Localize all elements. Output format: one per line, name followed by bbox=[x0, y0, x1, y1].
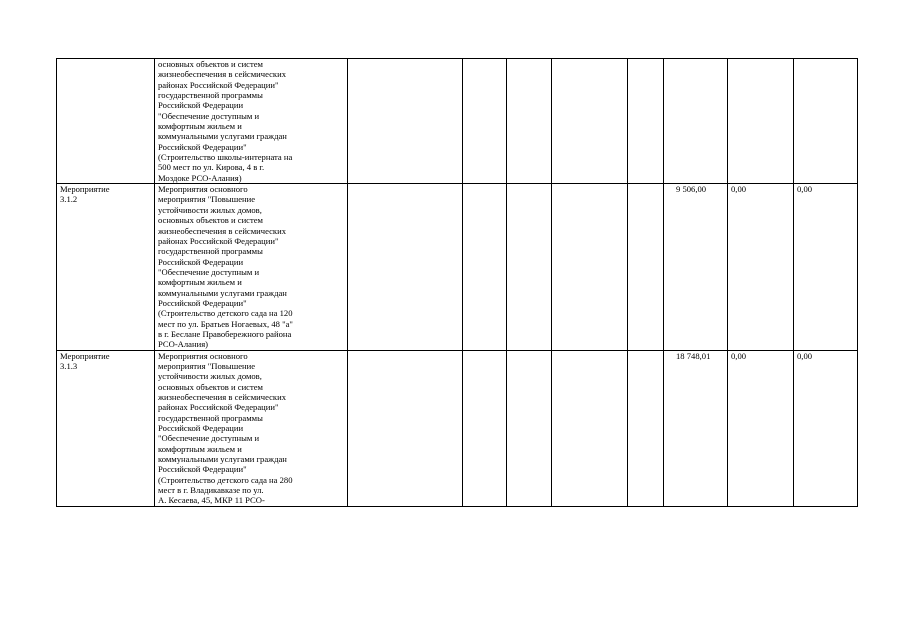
event-description-line: Российской Федерации bbox=[158, 423, 244, 434]
event-description-line: мероприятия "Повышение bbox=[158, 360, 256, 371]
event-description-line: (Строительство детского сада на 120 bbox=[158, 308, 293, 319]
event-description-line: в г. Беслане Правобережного района bbox=[158, 328, 292, 339]
event-description-line: Российской Федерации" bbox=[158, 297, 247, 308]
event-code-line: 3.1.2 bbox=[60, 194, 78, 205]
event-description-line: Моздоке РСО-Алания) bbox=[158, 172, 242, 183]
event-description-line: устойчивости жилых домов, bbox=[158, 371, 262, 382]
event-description-line: жизнеобеспечения в сейсмических bbox=[158, 69, 287, 80]
empty-cell bbox=[552, 59, 628, 184]
event-description-line: государственной программы bbox=[158, 90, 263, 101]
event-description-line: жизнеобеспечения в сейсмических bbox=[158, 392, 287, 402]
event-description-line: жизнеобеспечения в сейсмических bbox=[158, 225, 287, 236]
event-description-line: "Обеспечение доступным и bbox=[158, 433, 260, 444]
event-description-line: (Строительство детского сада на 280 bbox=[158, 474, 293, 485]
event-description-line: комфортным жильем и bbox=[158, 443, 242, 454]
event-description-line: Российской Федерации bbox=[158, 256, 244, 267]
value-cell: 0,00 bbox=[728, 184, 794, 351]
event-description-line: "Обеспечение доступным и bbox=[158, 266, 260, 277]
event-description-line: основных объектов и систем bbox=[158, 381, 264, 392]
event-description-line: устойчивости жилых домов, bbox=[158, 204, 262, 215]
event-description-line: Российской Федерации bbox=[158, 100, 244, 111]
amount-cell bbox=[664, 59, 728, 184]
event-description-line: Мероприятия основного bbox=[158, 184, 248, 195]
empty-cell bbox=[507, 59, 552, 184]
empty-cell bbox=[348, 350, 463, 506]
table-row bbox=[57, 59, 858, 184]
amount-cell: 9 506,00 bbox=[664, 184, 728, 351]
event-description-cell bbox=[155, 350, 348, 506]
value-cell bbox=[728, 59, 794, 184]
event-description-cell bbox=[155, 59, 348, 184]
event-description-line: Мероприятия основного bbox=[158, 350, 248, 361]
empty-cell bbox=[628, 350, 664, 506]
event-description-line: районах Российской Федерации" bbox=[158, 235, 279, 246]
event-description-line: мест по ул. Братьев Ногаевых, 48 "а" bbox=[158, 318, 293, 329]
budget-table bbox=[56, 58, 858, 507]
value-cell bbox=[794, 59, 858, 184]
table-row bbox=[57, 350, 858, 506]
event-description-line: 500 мест по ул. Кирова, 4 в г. bbox=[158, 162, 265, 173]
event-description-line: А. Кесаева, 45, МКР 11 РСО- bbox=[158, 495, 265, 506]
event-code-cell bbox=[57, 59, 155, 184]
event-description-line: мероприятия "Повышение bbox=[158, 194, 256, 205]
empty-cell bbox=[463, 184, 507, 351]
event-description-line: районах Российской Федерации" bbox=[158, 402, 279, 413]
empty-cell bbox=[628, 184, 664, 351]
event-description-line: основных объектов и систем bbox=[158, 215, 264, 226]
event-description-line: (Строительство школы-интерната на bbox=[158, 152, 293, 163]
event-code-line: Мероприятие bbox=[60, 350, 110, 361]
event-description-line: государственной программы bbox=[158, 412, 263, 423]
event-code-cell bbox=[57, 184, 155, 351]
empty-cell bbox=[628, 59, 664, 184]
event-code-line: Мероприятие bbox=[60, 184, 110, 195]
event-code-cell bbox=[57, 350, 155, 506]
empty-cell bbox=[507, 350, 552, 506]
event-description-line: мест в г. Владикавказе по ул. bbox=[158, 485, 264, 496]
value-cell: 0,00 bbox=[794, 350, 858, 506]
value-cell: 0,00 bbox=[728, 350, 794, 506]
event-description-line: районах Российской Федерации" bbox=[158, 79, 279, 90]
empty-cell bbox=[552, 184, 628, 351]
value-cell: 0,00 bbox=[794, 184, 858, 351]
event-description-line: коммунальными услугами граждан bbox=[158, 287, 287, 298]
empty-cell bbox=[348, 184, 463, 351]
event-description-line: коммунальными услугами граждан bbox=[158, 131, 287, 142]
event-description-line: комфортным жильем и bbox=[158, 121, 242, 132]
event-description-line: государственной программы bbox=[158, 246, 263, 257]
event-description-line: комфортным жильем и bbox=[158, 277, 242, 288]
empty-cell bbox=[507, 184, 552, 351]
event-description-line: коммунальными услугами граждан bbox=[158, 454, 287, 465]
table-row bbox=[57, 184, 858, 351]
empty-cell bbox=[552, 350, 628, 506]
event-description-line: основных объектов и систем bbox=[158, 59, 264, 69]
event-description-line: Российской Федерации" bbox=[158, 464, 247, 475]
event-code-line: 3.1.3 bbox=[60, 360, 78, 371]
event-description-line: Российской Федерации" bbox=[158, 141, 247, 152]
event-description-line: "Обеспечение доступным и bbox=[158, 110, 260, 121]
empty-cell bbox=[463, 59, 507, 184]
event-description-cell bbox=[155, 184, 348, 351]
amount-cell: 18 748,01 bbox=[664, 350, 728, 506]
empty-cell bbox=[463, 350, 507, 506]
event-description-line: РСО-Алания) bbox=[158, 339, 209, 350]
empty-cell bbox=[348, 59, 463, 184]
